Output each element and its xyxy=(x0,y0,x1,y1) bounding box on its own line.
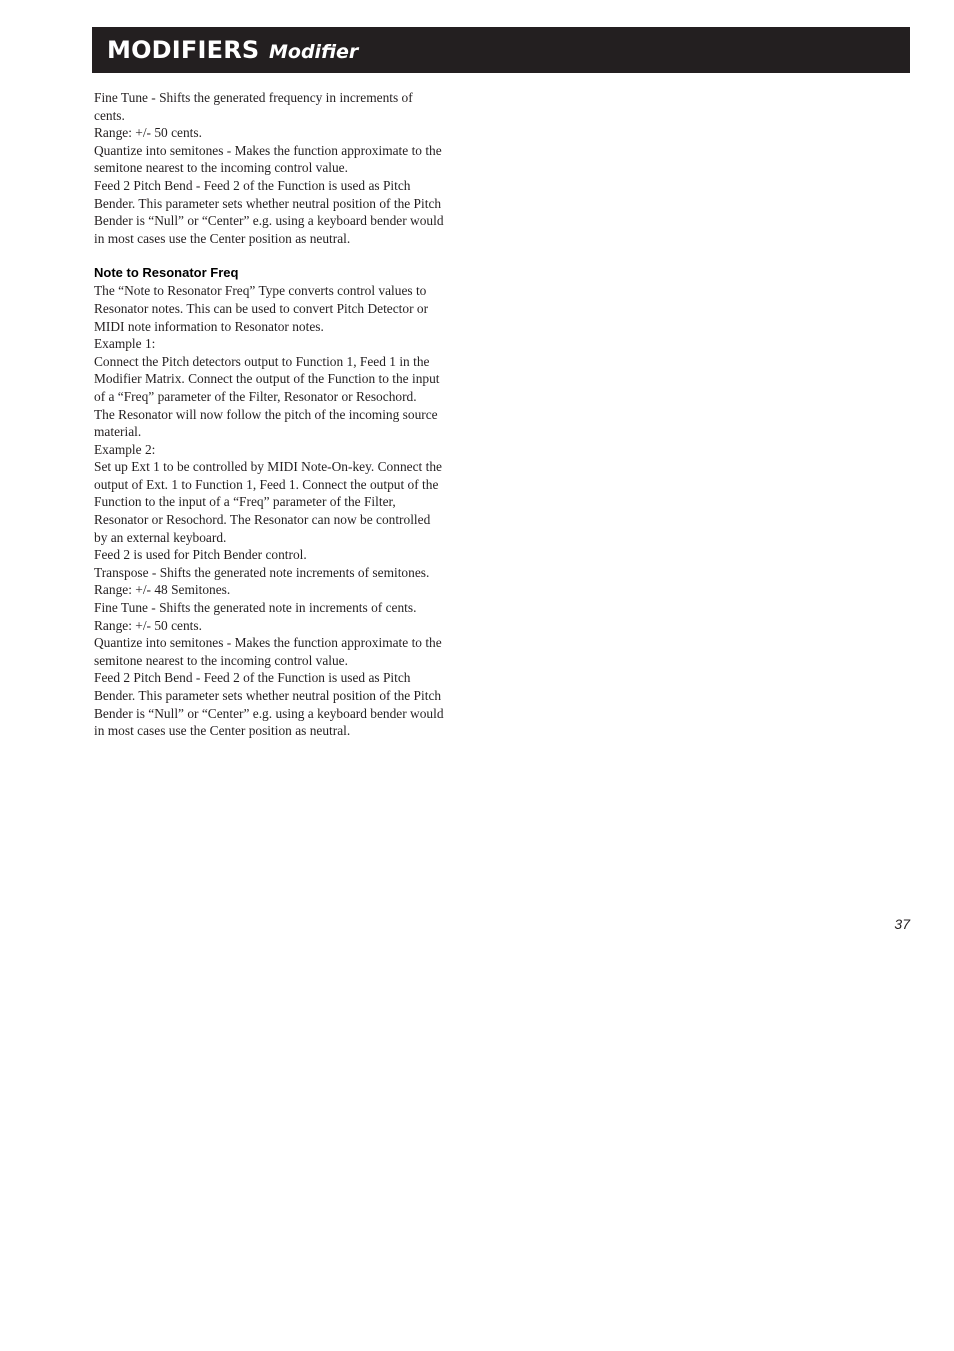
body-line: Bender. This parameter sets whether neutral position of the Pitch xyxy=(94,688,442,703)
body-line: Function to the input of a “Freq” parameter of the Filter, xyxy=(94,494,396,510)
body-line: Range: +/- 50 cents. xyxy=(94,125,202,141)
body-line: Bender. This parameter sets whether neutral position of the Pitch xyxy=(94,195,442,211)
body-line: Resonator notes. This can be used to convert Pitch Detector or xyxy=(94,300,429,316)
body-line: Range: +/- 50 cents. xyxy=(94,617,202,633)
body-line: Connect the Pitch detectors output to Function 1, Feed 1 in the xyxy=(94,353,430,369)
body-line: The “Note to Resonator Freq” Type converts control values to xyxy=(94,283,427,299)
body-line: Fine Tune - Shifts the generated note in increments of cents. xyxy=(94,600,417,616)
body-line: Example 1: xyxy=(94,336,156,352)
body-line: Quantize into semitones - Makes the function approximate to the xyxy=(94,142,442,158)
body-line: Feed 2 Pitch Bend - Feed 2 of the Function is used as Pitch xyxy=(94,670,411,686)
body-line: semitone nearest to the incoming control value. xyxy=(94,652,348,668)
intro-block xyxy=(94,89,484,247)
body-line: Quantize into semitones - Makes the function approximate to the xyxy=(94,635,442,651)
section-heading: Note to Resonator Freq xyxy=(94,265,239,281)
body-line: Bender is “Null” or “Center” e.g. using a keyboard bender would xyxy=(94,213,444,229)
header-title: MODIFIERS xyxy=(107,36,260,64)
body-line: Feed 2 Pitch Bend - Feed 2 of the Function is used as Pitch xyxy=(94,177,411,193)
body-line: Fine Tune - Shifts the generated frequency in increments of xyxy=(94,90,413,105)
body-line: in most cases use the Center position as neutral. xyxy=(94,723,351,739)
page-header-bar xyxy=(92,27,910,73)
body-line: output of Ext. 1 to Function 1, Feed 1. Connect the output of the xyxy=(94,476,439,492)
body-line: of a “Freq” parameter of the Filter, Resonator or Resochord. xyxy=(94,388,417,404)
body-line: The Resonator will now follow the pitch of the incoming source xyxy=(94,406,438,422)
body-line: Feed 2 is used for Pitch Bender control. xyxy=(94,547,307,563)
body-line: Transpose - Shifts the generated note increments of semitones. xyxy=(94,564,430,580)
body-line: Range: +/- 48 Semitones. xyxy=(94,582,231,598)
body-line: cents. xyxy=(94,107,125,123)
paragraph-gap xyxy=(94,247,484,264)
header-subtitle: Modifier xyxy=(269,41,359,63)
page-number: 37 xyxy=(894,916,910,932)
body-line: Bender is “Null” or “Center” e.g. using a keyboard bender would xyxy=(94,705,444,721)
body-line: Example 2: xyxy=(94,441,156,457)
text-column xyxy=(94,89,484,740)
body-line: material. xyxy=(94,424,142,440)
body-line: Resonator or Resochord. The Resonator can now be controlled xyxy=(94,512,431,528)
body-line: semitone nearest to the incoming control value. xyxy=(94,160,348,176)
body-line: Modifier Matrix. Connect the output of the Function to the input xyxy=(94,371,440,387)
body-line: Set up Ext 1 to be controlled by MIDI Note-On-key. Connect the xyxy=(94,459,442,475)
section-note-to-resonator-freq xyxy=(94,264,484,739)
body-line: by an external keyboard. xyxy=(94,529,227,545)
body-line: MIDI note information to Resonator notes. xyxy=(94,318,324,334)
body-line: in most cases use the Center position as neutral. xyxy=(94,230,351,246)
